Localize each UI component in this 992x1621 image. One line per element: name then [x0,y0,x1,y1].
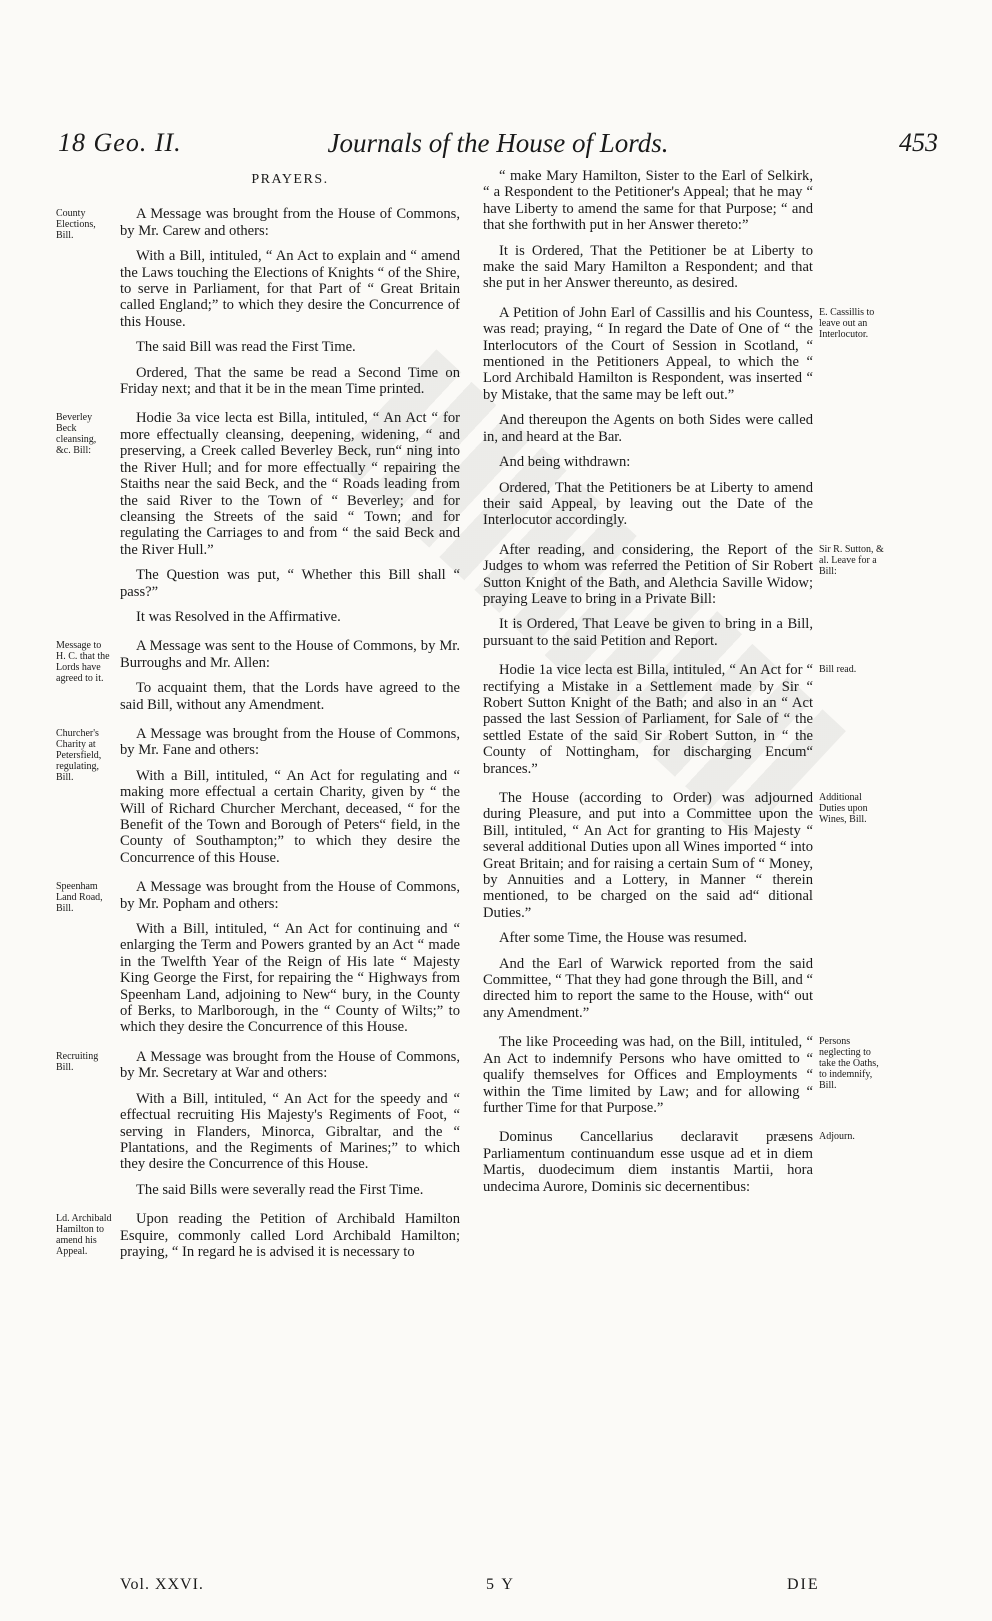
entry-paragraph: A Message was brought from the House of Commons, by Mr. Popham and others: [120,879,460,912]
margin-note: Additional Duties upon Wines, Bill. [819,792,868,825]
margin-note: Sir R. Sutton, & al. Leave for a Bill: [819,543,884,577]
entry-paragraph: After reading, and considering, the Report of the Judges to whom was referred the Petition of Sir Robert Sutton Knight of the Bath, and Alethcia Saville Widow; praying Leave to bring in a Private Bill: [483,541,813,607]
margin-note: Speenham Land Road, Bill. [56,881,103,915]
journal-entry [56,206,460,398]
margin-note: Bill read. [819,664,857,676]
entry-paragraph: A Message was brought from the House of Commons, by Mr. Carew and others: [120,206,460,239]
entry-paragraph: A Petition of John Earl of Cassillis and his Countess, was read; praying, “ In regard the Date of One of “ the Interlocutors of the Court of Session in Scotland, “ mentioned in the Petitioners Appeal, to which the “ Lord Archibald Hamilton is Respondent, was inserted “ by Mistake, that the same may be left out.” [483,304,813,403]
volume-number: Vol. XXVI. [120,1576,204,1593]
journal-title: Journals of the House of Lords. [327,128,669,158]
journal-entry [56,1211,460,1260]
entry-paragraph: Ordered, That the Petitioners be at Liberty to amend their said Appeal, by leaving out the Date of the Interlocutor accordingly. [483,479,813,529]
entry-paragraph: The said Bill was read the First Time. [136,339,356,356]
margin-note: County Elections, Bill. [56,208,96,242]
entry-paragraph: And the Earl of Warwick reported from the said Committee, “ That they had gone through the Bill, and “ directed him to report the same to the House, with“ out any Amendment.” [483,955,813,1021]
entry-paragraph: Ordered, That the same be read a Second Time on Friday next; and that it be in the mean Time printed. [120,364,460,398]
entry-paragraph: With a Bill, intituled, “ An Act for continuing and “ enlarging the Term and Powers granted by an Act “ made in the Twelfth Year of the Reign of His late “ Majesty King George the First, for repairing the “ Highways from Speenham Land, adjoining to New“ bury, in the County of Berks, to Marlborough, in the “ County of Wilts;” to which they desire the Concurrence of this House. [120,921,460,1036]
entry-paragraph: The Question was put, “ Whether this Bill shall “ pass?” [120,567,460,600]
entry-paragraph: With a Bill, intituled, “ An Act for the speedy and “ effectual recruiting His Majesty's Regiments of Foot, “ serving in Flanders, Minorca, Gibraltar, and the “ Plantations, and the Regiments of Marines;” to which they desire the Concurrence of this House. [120,1090,460,1173]
entry-paragraph: The like Proceeding was had, on the Bill, intituled, “ An Act to indemnify Persons who have omitted to “ qualify themselves for Offices and Employments “ within the Time limited by Law; and for allowing “ further Time for that Purpose.” [483,1034,813,1116]
margin-note: Ld. Archibald Hamilton to amend his Appeal. [56,1213,112,1258]
page-number: 453 [899,128,938,157]
entry-paragraph: The said Bills were severally read the First Time. [136,1181,424,1198]
catchword: DIE [787,1576,820,1593]
entry-paragraph: “ make Mary Hamilton, Sister to the Earl of Selkirk, “ a Respondent to the Petitioner's Appeal; that he may “ have Liberty to amend the same for that Purpose; “ and that she forthwith put in her Answer thereto:” [483,168,813,234]
entry-paragraph: Upon reading the Petition of Archibald Hamilton Esquire, commonly called Lord Archibald Hamilton; praying, “ In regard he is advised it is necessary to [120,1211,460,1260]
entry-paragraph: It is Ordered, That the Petitioner be at Liberty to make the said Mary Hamilton a Respondent; and that she put in her Answer thereunto, as desired. [483,242,813,292]
entry-paragraph: Hodie 1a vice lecta est Billa, intituled, “ An Act for “ rectifying a Mistake in a Settlement made by Sir “ Robert Sutton Knight of the Bath; and also in an “ Act passed the last Session of Parliament, for Sale of “ the settled Estate of the said Sir Robert Sutton, in “ the County of Nottingham, for discharging Encum“ brances.” [483,662,813,777]
left-column [56,168,460,1273]
entry-paragraph: A Message was brought from the House of Commons, by Mr. Secretary at War and others: [120,1048,460,1082]
journal-entry [483,304,875,529]
journal-entry [483,1034,879,1116]
entry-paragraph: Dominus Cancellarius declaravit præsens Parliamentum continuandum esse usque ad et in diem Martis, duodecimum diem instantis Martii, hora undecima Aurore, Dominis sic decernentibus: [483,1129,813,1195]
margin-note: Message to H. C. that the Lords have agreed to it. [56,640,110,685]
journal-entry [56,410,460,625]
journal-entry [56,879,460,1036]
entry-paragraph: It is Ordered, That Leave be given to bring in a Bill, pursuant to the said Petition and Report. [483,616,813,649]
entry-paragraph: A Message was brought from the House of Commons, by Mr. Fane and others: [120,725,460,759]
journal-entry [483,541,884,649]
margin-note: Churcher's Charity at Petersfield, regulating, Bill. [56,727,102,783]
entry-paragraph: The House (according to Order) was adjourned during Pleasure, and put into a Committee upon the Bill, intituled, “ An Act for granting to His Majesty “ several additional Duties upon all Wines imported “ into Great Britain; and for raising a certain Sum of “ Money, by Annuities and a Lottery, in Manner “ therein mentioned, to be charged on the said ad“ ditional Duties.” [483,790,813,921]
entry-paragraph: And thereupon the Agents on both Sides were called in, and heard at the Bar. [483,412,813,445]
journal-entry [56,638,460,713]
journal-entry [483,1129,855,1195]
margin-note: Recruiting Bill. [56,1050,99,1073]
right-column [483,168,884,1208]
prayers-heading: PRAYERS. [251,172,329,187]
journal-entry [483,790,868,1021]
entry-paragraph: Hodie 3a vice lecta est Billa, intituled, “ An Act “ for more effectually cleansing, deepening, widening, “ and preserving, a Creek called Beverley Beck, run“ ning into the River Hull; and for more effectually “ repairing the Staiths near the said Beck, and the “ Roads leading from the said River to the Town of “ Beverley; and for cleansing the Streets of the said “ Town; and for regulating the Carriages to and from “ the said Beck and the River Hull.” [120,410,460,558]
entry-paragraph: A Message was sent to the House of Commons, by Mr. Burroughs and Mr. Allen: [120,638,460,671]
margin-note: Persons neglecting to take the Oaths, to indemnify, Bill. [819,1036,879,1092]
entry-paragraph: After some Time, the House was resumed. [499,930,748,947]
margin-note: Beverley Beck cleansing, &c. Bill: [56,412,97,457]
journal-entry [483,168,813,292]
page-header [58,128,938,164]
journal-entry [56,725,460,866]
entry-paragraph: And being withdrawn: [499,454,631,471]
journal-entry [483,662,857,777]
entry-paragraph: With a Bill, intituled, “ An Act for regulating and “ making more effectual a certain Charity, given by “ the Will of Richard Churcher Merchant, deceased, “ for the Benefit of the Town and Borough of Peters“ field, in the County of Southampton;” to which they desire the Concurrence of this House. [120,767,460,866]
journal-entry [56,1048,460,1198]
entry-paragraph: To acquaint them, that the Lords have agreed to the said Bill, without any Amendment. [120,680,460,713]
regnal-year: 18 Geo. II. [58,128,182,157]
page-footer [0,1576,992,1602]
entry-paragraph: With a Bill, intituled, “ An Act to explain and “ amend the Laws touching the Elections of Knights “ of the Shire, to serve in Parliament, for that Part of “ Great Britain called England;” to which they desire the Concurrence of this House. [120,248,460,330]
margin-note: Adjourn. [819,1131,855,1143]
signature-mark: 5 Y [486,1576,515,1593]
entry-paragraph: It was Resolved in the Affirmative. [136,608,341,625]
margin-note: E. Cassillis to leave out an Interlocutor. [819,306,875,340]
